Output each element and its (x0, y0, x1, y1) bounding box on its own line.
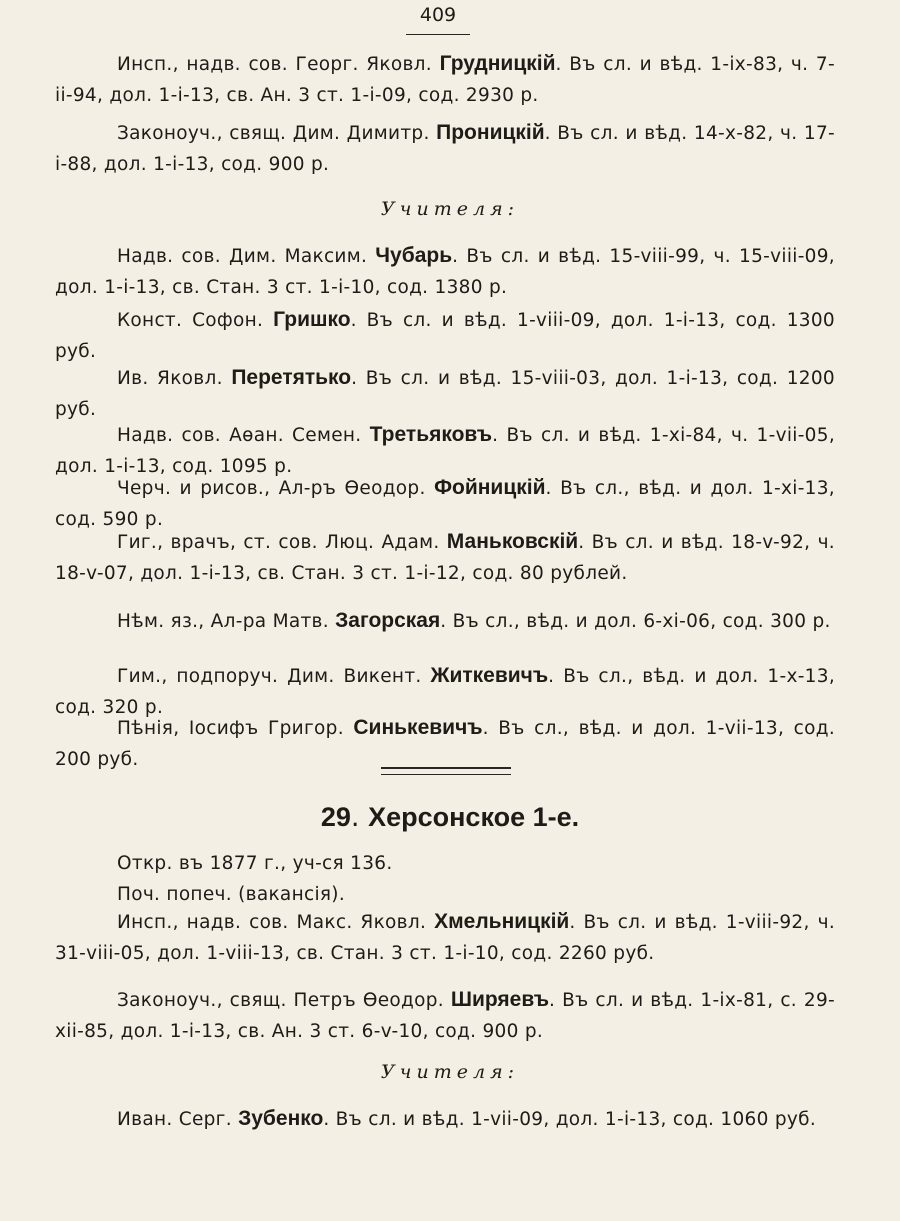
person-name: Фойницкій (434, 476, 546, 499)
person-name: Третьяковъ (369, 423, 493, 446)
teacher-entry: Конст. Софон. Гришко. Въ сл. и вѣд. 1-viii-09, дол. 1-i-13, сод. 1300 руб. (55, 308, 836, 362)
teacher-entry: Черч. и рисов., Ал-ръ Ѳеодор. Фойницкій. Въ сл., вѣд. и дол. 1-xi-13, сод. 590 р. (55, 476, 835, 530)
entry-chaplain: Законоуч., свящ. Петръ Ѳеодор. Ширяевъ. Въ сл. и вѣд. 1-ix-81, с. 29-xii-85, дол. 1-i-13, св. Ан. 3 ст. 6-v-10, сод. 900 р. (55, 988, 835, 1042)
teacher-entry: Нѣм. яз., Ал-ра Матв. Загорская. Въ сл., вѣд. и дол. 6-xi-06, сод. 300 р. (117, 609, 831, 632)
entry-inspector: Инсп., надв. сов. Макс. Яковл. Хмельницкій. Въ сл. и вѣд. 1-viii-92, ч. 31-viii-05, дол. 1-viii-13, св. Стан. 3 ст. 1-i-10, сод. 2260 руб. (55, 910, 835, 964)
person-name: Житкевичъ (430, 664, 549, 687)
person-name: Грудницкій (439, 52, 556, 75)
teacher-entry: Иван. Серг. Зубенко. Въ сл. и вѣд. 1-vii-09, дол. 1-i-13, сод. 1060 руб. (117, 1107, 817, 1130)
entry-inspector: Инсп., надв. сов. Георг. Яковл. Грудницкій. Въ сл. и вѣд. 1-ix-83, ч. 7-ii-94, дол. 1-i-13, св. Ан. 3 ст. 1-i-09, сод. 2930 р. (55, 52, 835, 106)
page-number-rule (406, 34, 470, 35)
person-name: Зубенко (238, 1107, 324, 1130)
person-name: Проницкій (436, 121, 545, 144)
person-name: Перетятько (231, 366, 352, 389)
section-opened-line: Откр. въ 1877 г., уч-ся 136. (117, 853, 393, 874)
teacher-entry: Пѣнія, Іосифъ Григор. Синькевичъ. Въ сл., вѣд. и дол. 1-vii-13, сод. 200 руб. (55, 716, 836, 770)
teacher-entry: Надв. сов. Аѳан. Семен. Третьяковъ. Въ сл. и вѣд. 1-xi-84, ч. 1-vii-05, дол. 1-i-13, сод. 1095 р. (55, 423, 835, 477)
entry-chaplain: Законоуч., свящ. Дим. Димитр. Проницкій. Въ сл. и вѣд. 14-x-82, ч. 17-i-88, дол. 1-i-13, сод. 900 р. (55, 121, 836, 175)
teacher-entry: Гим., подпоруч. Дим. Викент. Житкевичъ. Въ сл., вѣд. и дол. 1-x-13, сод. 320 р. (55, 664, 835, 718)
teachers-heading: Учителя: (380, 198, 520, 220)
person-name: Загорская (335, 609, 441, 632)
section-trustee-line: Поч. попеч. (ваканcія). (117, 884, 346, 905)
page-number: 409 (419, 4, 457, 26)
person-name: Маньковскій (446, 530, 579, 553)
person-name: Синькевичъ (353, 716, 483, 739)
teachers-heading: Учителя: (380, 1061, 520, 1083)
section-title: 29. Херсонское 1-е. (320, 802, 580, 833)
person-name: Ширяевъ (450, 988, 550, 1011)
person-name: Чубарь (375, 244, 453, 267)
teacher-entry: Гиг., врачъ, ст. сов. Люц. Адам. Маньковскій. Въ сл. и вѣд. 18-v-92, ч. 18-v-07, дол. 1-i-13, св. Стан. 3 ст. 1-i-12, сод. 80 рублей. (55, 530, 835, 584)
person-name: Гришко (273, 308, 351, 331)
teacher-entry: Надв. сов. Дим. Максим. Чубарь. Въ сл. и вѣд. 15-viii-99, ч. 15-viii-09, дол. 1-i-13, св. Стан. 3 ст. 1-i-10, сод. 1380 р. (55, 244, 835, 298)
section-divider (381, 767, 511, 775)
teacher-entry: Ив. Яковл. Перетятько. Въ сл. и вѣд. 15-viii-03, дол. 1-i-13, сод. 1200 руб. (55, 366, 835, 420)
person-name: Хмельницкій (434, 910, 570, 933)
